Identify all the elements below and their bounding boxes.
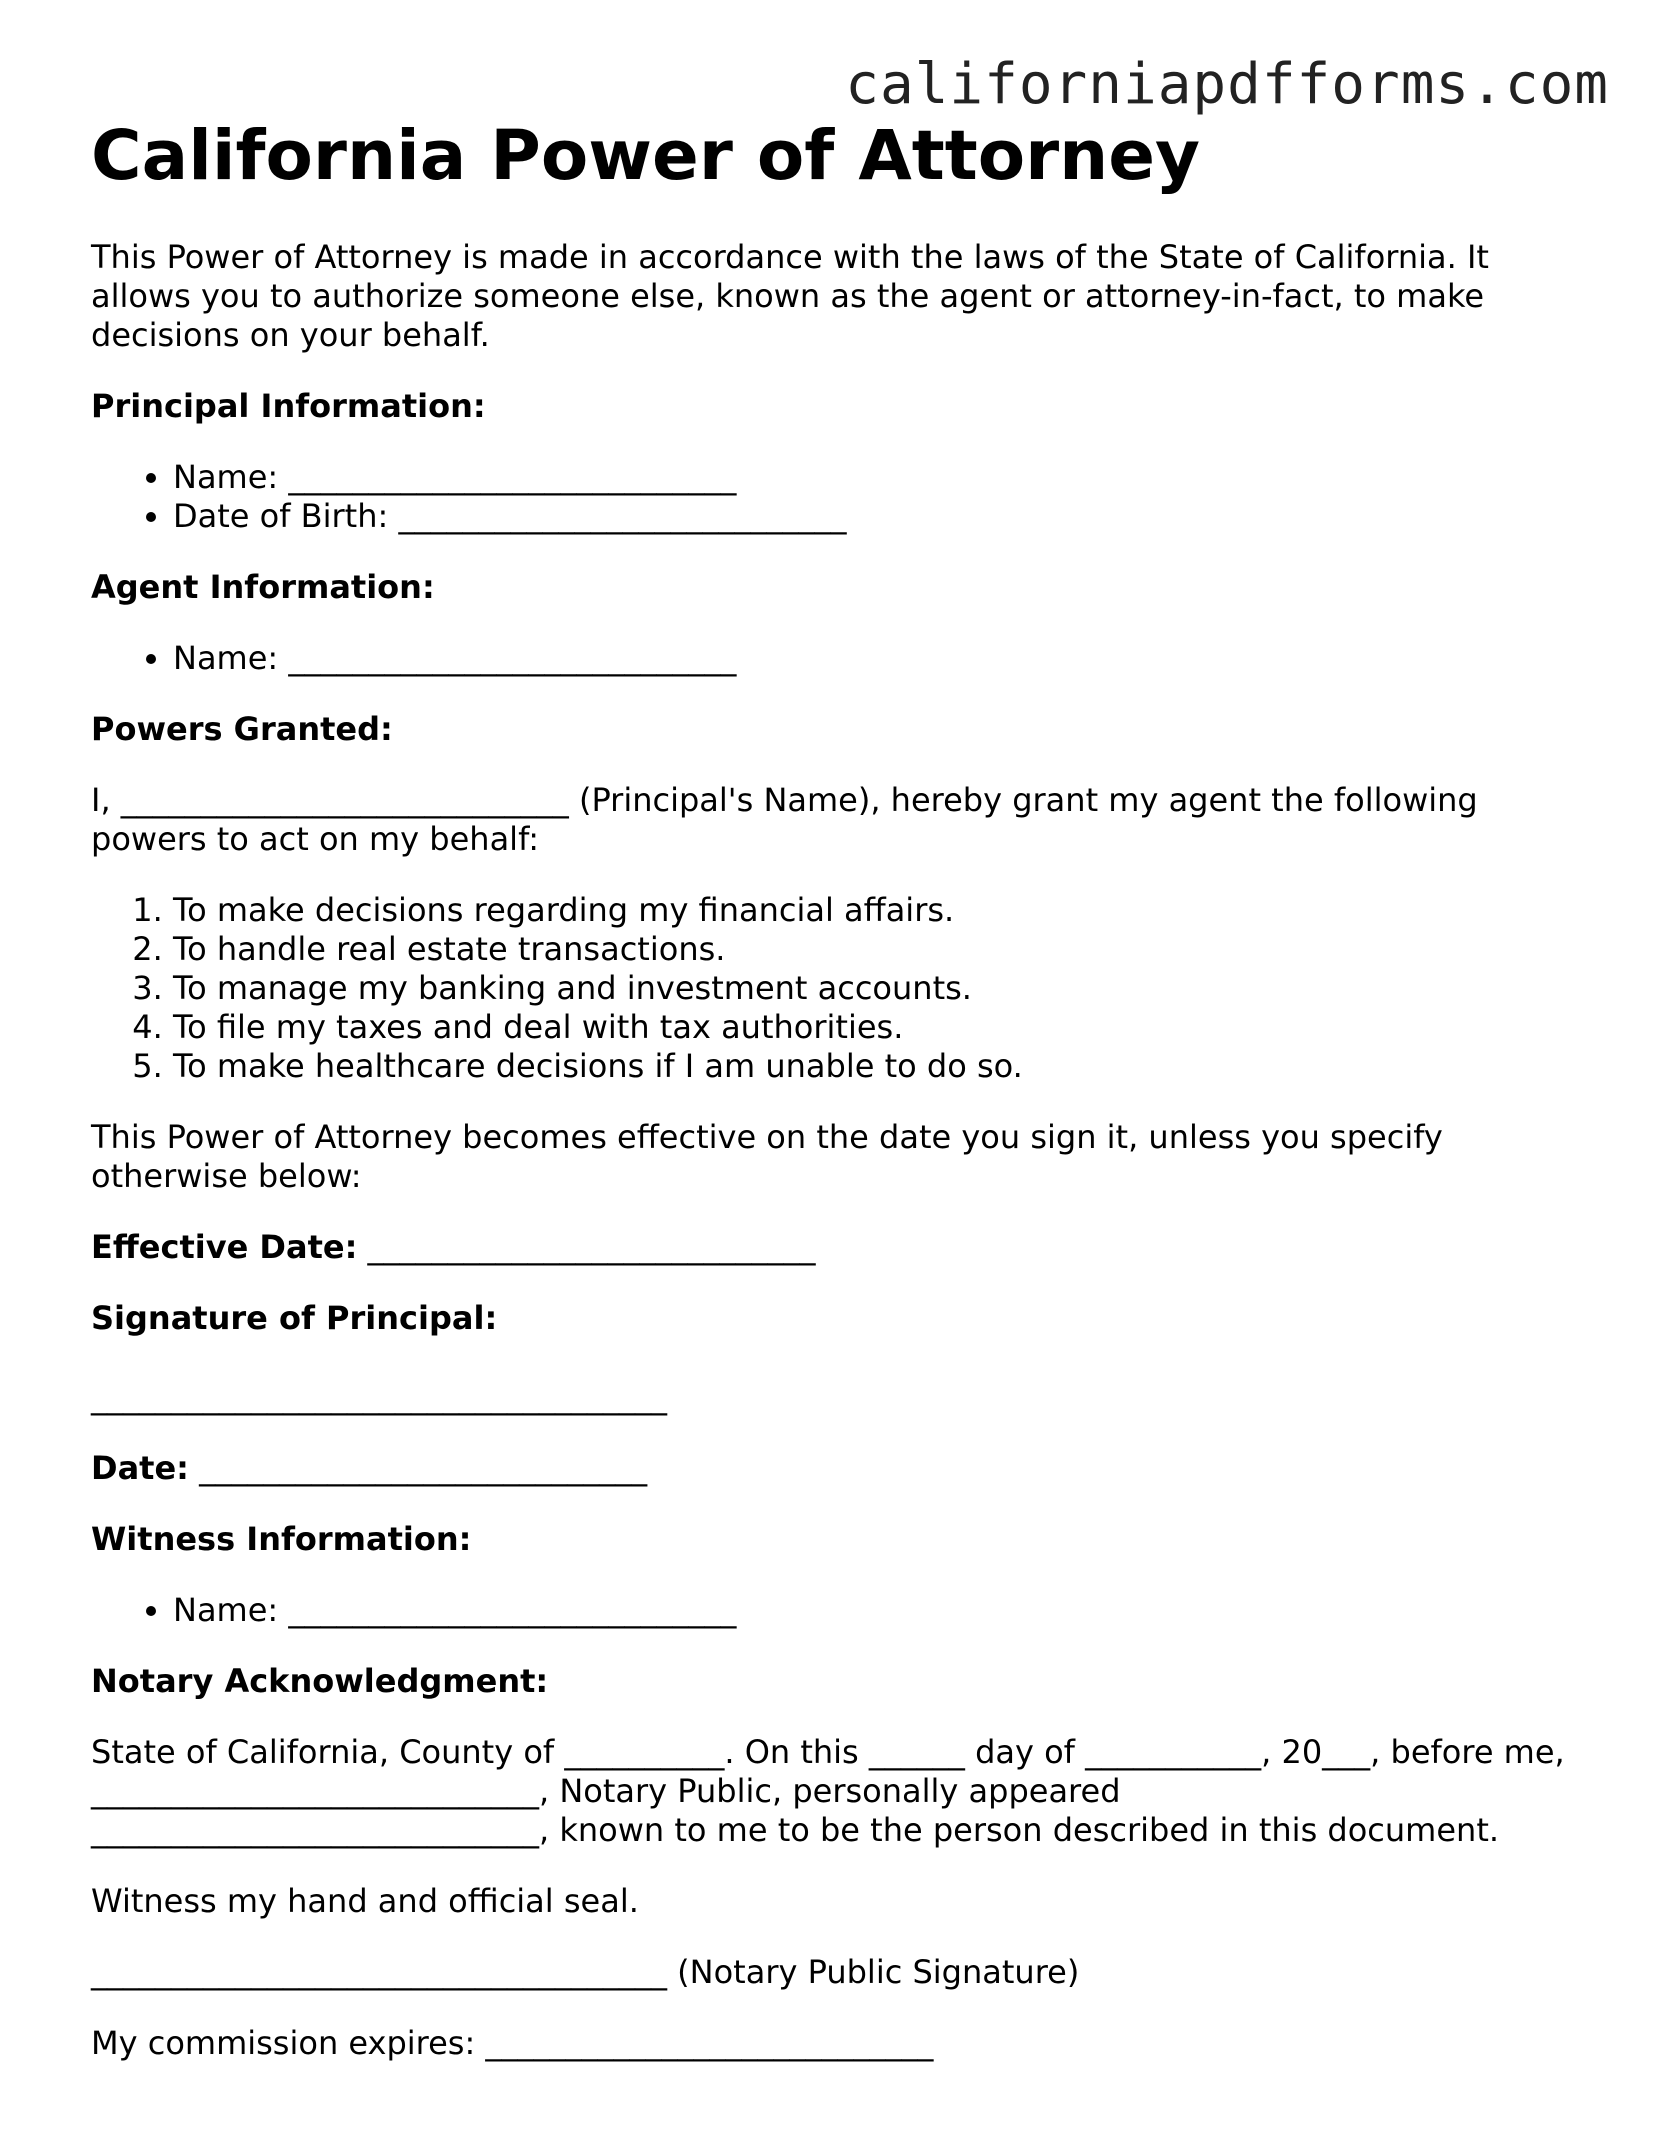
notary-signature-line: ____________________________________ (Notary Public Signature)	[91, 1953, 1080, 1991]
principal-name-field: • Name: ____________________________	[173, 458, 1571, 497]
witness-name-field: • Name: ____________________________	[173, 1591, 1571, 1630]
principal-dob-field: • Date of Birth: ____________________________	[173, 497, 1571, 536]
principal-heading: Principal Information:	[91, 387, 486, 425]
agent-name-field: • Name: ____________________________	[173, 639, 1571, 678]
notary-heading: Notary Acknowledgment:	[91, 1662, 549, 1700]
power-item: 2. To handle real estate transactions.	[173, 930, 1571, 969]
power-item: 4. To file my taxes and deal with tax authorities.	[173, 1008, 1571, 1047]
power-item: 3. To manage my banking and investment accounts.	[173, 969, 1571, 1008]
principal-list	[91, 458, 1571, 536]
document-title: California Power of Attorney	[91, 116, 1201, 196]
witness-list	[91, 1591, 1571, 1630]
effective-date-label: Effective Date:	[91, 1228, 358, 1266]
date-blank: ____________________________	[199, 1449, 648, 1487]
effective-date-row	[91, 1228, 1571, 1267]
notary-commission: My commission expires: ____________________________	[91, 2024, 934, 2062]
power-item: 5. To make healthcare decisions if I am unable to do so.	[173, 1047, 1571, 1086]
principal-signature-line: ____________________________________	[91, 1378, 667, 1416]
site-watermark: californiapdfforms.com	[845, 52, 1609, 117]
agent-list	[91, 639, 1571, 678]
notary-witness-line: Witness my hand and official seal.	[91, 1882, 639, 1920]
powers-statement: I, ____________________________ (Principal's Name), hereby grant my agent the following powers to act on my behalf:	[91, 781, 1478, 858]
effective-date-blank: ____________________________	[367, 1228, 816, 1266]
notary-statement: State of California, County of __________. On this ______ day of ___________, 20___, before me, ____________________________, Notary Public, personally appeared ____________________________, known to me to be the person described in this document.	[91, 1733, 1565, 1849]
signature-heading: Signature of Principal:	[91, 1299, 498, 1337]
agent-heading: Agent Information:	[91, 568, 435, 606]
witness-heading: Witness Information:	[91, 1520, 472, 1558]
date-row	[91, 1449, 1571, 1488]
power-item: 1. To make decisions regarding my financial affairs.	[173, 891, 1571, 930]
document-page	[91, 118, 1571, 2095]
effective-note: This Power of Attorney becomes effective on the date you sign it, unless you specify otherwise below:	[91, 1118, 1443, 1195]
date-label: Date:	[91, 1449, 189, 1487]
powers-heading: Powers Granted:	[91, 710, 393, 748]
powers-list	[91, 891, 1571, 1086]
intro-paragraph: This Power of Attorney is made in accordance with the laws of the State of California. It allows you to authorize someone else, known as the agent or attorney-in-fact, to make decisions on your behalf.	[91, 238, 1489, 354]
